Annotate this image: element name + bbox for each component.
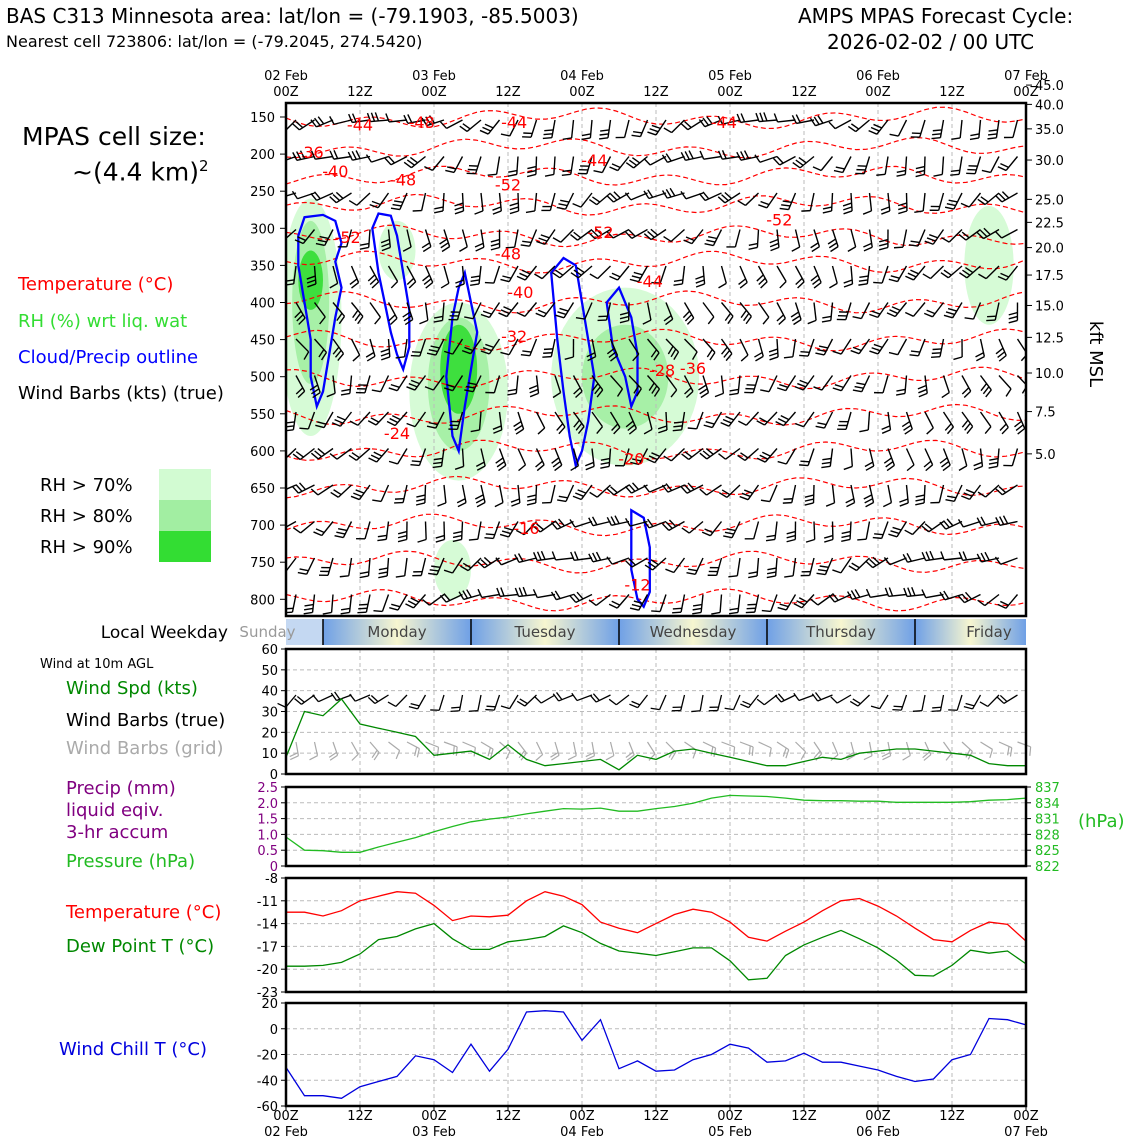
- subtitle-nearest-cell: Nearest cell 723806: lat/lon = (-79.2045, 274.5420): [6, 32, 423, 51]
- wind-barb-feather: [357, 612, 366, 613]
- y-tick-label: -23: [256, 986, 278, 1001]
- y-tick-label: -20: [256, 963, 278, 979]
- top-date-label: 03 Feb: [412, 69, 456, 84]
- wind-barb-feather: [857, 539, 866, 540]
- bottom-hour-label: 00Z: [421, 1109, 447, 1124]
- y-tick-label: 10: [261, 747, 278, 763]
- temperature-contour-label: -48: [408, 113, 435, 133]
- wind-barb-feather: [673, 426, 682, 427]
- wind-barb: [814, 522, 815, 540]
- wind-barb-feather: [800, 461, 809, 462]
- wind-barb-feather: [784, 499, 793, 500]
- bottom-hour-label: 12Z: [347, 1109, 373, 1124]
- bottom-hour-label: 00Z: [717, 1109, 743, 1124]
- y-tick-label: -14: [256, 917, 278, 933]
- bottom-hour-label: 00Z: [569, 1109, 595, 1124]
- precip-label-2: liquid eqiv.: [66, 800, 164, 821]
- top-hour-label: 00Z: [421, 85, 447, 100]
- y-tick-label: 0: [269, 768, 278, 783]
- top-hour-label: 12Z: [791, 85, 817, 100]
- wind-speed-label: Wind Spd (kts): [66, 678, 198, 699]
- top-date-label: 07 Feb: [1004, 69, 1048, 84]
- temperature-contour-label: -52: [494, 175, 522, 195]
- pressure-tick-label: 150: [250, 111, 275, 126]
- wind-barbs-grid-label: Wind Barbs (grid): [66, 738, 224, 759]
- surface-wind-barb-feather: [691, 711, 700, 712]
- wind-barb: [924, 157, 925, 175]
- wind-barb-feather: [911, 351, 920, 352]
- height-tick-label: 5.0: [1035, 447, 1056, 463]
- bottom-date-label: 05 Feb: [708, 1125, 752, 1140]
- wind-barb-feather: [932, 134, 941, 135]
- y-tick-label: 0.5: [257, 844, 278, 860]
- wind-barb-feather: [800, 352, 809, 353]
- y-tick-label: 30: [261, 705, 278, 721]
- temperature-contour-label: -40: [507, 283, 534, 303]
- pressure-right-tick-label: 831: [1035, 812, 1060, 828]
- wind-barb-feather: [672, 612, 681, 613]
- height-tick-label: 45.0: [1035, 79, 1064, 95]
- pressure-tick-label: 300: [250, 222, 275, 238]
- grid-wind-barb-feather: [456, 747, 457, 756]
- wind-barb-feather: [873, 282, 882, 283]
- top-hour-label: 00Z: [865, 85, 891, 100]
- wind-chill-label: Wind Chill T (°C): [59, 1039, 207, 1060]
- surface-wind-barb-feather: [278, 703, 286, 707]
- pressure-tick-label: 800: [250, 593, 275, 609]
- bottom-hour-label: 12Z: [939, 1109, 965, 1124]
- height-tick-label: 7.5: [1035, 405, 1056, 421]
- wind-barb: [518, 193, 519, 211]
- temperature-contour-label: -44: [710, 113, 737, 133]
- wind-barb-feather: [359, 604, 368, 605]
- height-tick-label: 10.0: [1035, 366, 1064, 382]
- temperature-label: Temperature (°C): [66, 902, 222, 923]
- height-axis: [1026, 79, 1064, 463]
- wind-barb-feather: [412, 461, 421, 462]
- wind-barb: [666, 412, 667, 430]
- top-hour-label: 00Z: [273, 85, 299, 100]
- temperature-contour-label: -48: [494, 244, 522, 264]
- y-tick-label: -60: [256, 1100, 278, 1115]
- bottom-hour-label: 12Z: [495, 1109, 521, 1124]
- weekday-strip: [239, 619, 1026, 645]
- y-tick-label: 20: [261, 726, 278, 742]
- wind-barb-feather: [412, 352, 421, 353]
- top-time-axis: [264, 69, 1048, 100]
- wind-barb-feather: [277, 569, 285, 572]
- wind-barb-feather: [801, 211, 810, 212]
- temperature-contour-label: -48: [390, 170, 417, 190]
- bottom-hour-label: 00Z: [865, 1109, 891, 1124]
- y-tick-label: -11: [256, 894, 278, 910]
- top-hour-label: 00Z: [1013, 85, 1039, 100]
- wind-barb-feather: [275, 128, 283, 133]
- temperature-contour-label: -44: [346, 115, 374, 135]
- temperature-contour-label: -52: [334, 228, 361, 248]
- legend-rh: RH (%) wrt liq. wat: [18, 311, 188, 332]
- pressure-tick-label: 700: [250, 519, 275, 535]
- surface-wind-barb-feather: [932, 707, 941, 708]
- grid-wind-barb-feather: [749, 746, 750, 755]
- temperature-panel: [257, 872, 1026, 1001]
- temperature-contour-label: -32: [501, 326, 528, 346]
- wind-chill-panel: [257, 997, 1026, 1115]
- legend-wind: Wind Barbs (kts) (true): [18, 383, 224, 404]
- wind-barb-feather: [874, 534, 883, 535]
- wind-panel: [261, 643, 1030, 783]
- weekday-name: Monday: [367, 623, 427, 641]
- wind-barb-feather: [543, 353, 552, 354]
- cross-section-panel: [250, 79, 1106, 616]
- wind-barb-feather: [673, 608, 682, 609]
- precip-label-3: 3-hr accum: [66, 822, 169, 843]
- y-tick-label: -20: [256, 1048, 278, 1064]
- temperature-contour-label: -44: [501, 113, 528, 133]
- height-tick-label: 35.0: [1035, 122, 1064, 138]
- temperature-contour-label: -24: [383, 424, 411, 444]
- bottom-date-label: 07 Feb: [1004, 1125, 1048, 1140]
- temperature-contour-label: -16: [513, 519, 540, 539]
- wind-barb-feather: [542, 357, 551, 358]
- bottom-hour-label: 12Z: [643, 1109, 669, 1124]
- temperature-contour-label: -52: [766, 210, 793, 230]
- weekday-label: Local Weekday: [100, 623, 228, 643]
- y-tick-label: -17: [256, 940, 278, 956]
- weekday-name: Thursday: [806, 623, 876, 641]
- y-tick-label: 2.5: [257, 781, 278, 796]
- surface-wind-barb-feather: [486, 706, 495, 707]
- pressure-panel: [257, 781, 1060, 875]
- wind-barb-feather: [783, 503, 792, 504]
- temperature-contour-label: -36: [679, 358, 707, 378]
- wind-barb-feather: [340, 576, 349, 577]
- temperature-contour-label: -12: [624, 575, 651, 595]
- wind-barb-feather: [543, 138, 552, 139]
- bottom-date-label: 06 Feb: [856, 1125, 900, 1140]
- y-tick-label: 2.0: [257, 796, 278, 812]
- wind-panel-title: Wind at 10m AGL: [40, 657, 154, 672]
- wind-barb-feather: [799, 355, 808, 356]
- pressure-tick-label: 250: [250, 185, 275, 201]
- cell-size-number: ~(4.4 km): [72, 157, 199, 187]
- surface-wind-barb-feather: [451, 707, 460, 708]
- pressure-tick-label: 450: [250, 333, 275, 349]
- wind-barb-feather: [410, 465, 419, 466]
- wind-barb-feather: [278, 189, 283, 197]
- legend-temperature: Temperature (°C): [18, 274, 174, 295]
- pressure-right-tick-label: 828: [1035, 828, 1060, 844]
- wind-barb-feather: [275, 236, 282, 241]
- top-hour-label: 12Z: [347, 85, 373, 100]
- top-hour-label: 00Z: [569, 85, 595, 100]
- pressure-tick-label: 400: [250, 296, 275, 312]
- wind-barb-feather: [762, 611, 771, 612]
- top-hour-label: 12Z: [643, 85, 669, 100]
- wind-barb: [462, 522, 463, 540]
- bottom-hour-label: 00Z: [1013, 1109, 1039, 1124]
- height-tick-label: 12.5: [1035, 331, 1064, 347]
- wind-barb-feather: [469, 539, 478, 540]
- wind-barb-feather: [562, 170, 571, 171]
- y-tick-label: 1.5: [257, 812, 278, 828]
- wind-barb-feather: [486, 534, 495, 535]
- wind-barb-feather: [933, 349, 942, 350]
- cell-size-exponent: 2: [199, 157, 209, 175]
- wind-barb-feather: [873, 538, 882, 539]
- wind-barb-feather: [484, 538, 493, 539]
- y-tick-label: 0: [269, 860, 278, 875]
- wind-barb: [832, 193, 833, 211]
- surface-wind-barb-feather: [913, 711, 922, 712]
- wind-barb-feather: [275, 456, 283, 461]
- wind-barb-feather: [688, 428, 697, 429]
- wind-barb-feather: [673, 430, 682, 431]
- y-tick-label: -40: [256, 1074, 278, 1090]
- wind-barb-feather: [799, 465, 808, 466]
- title-location: BAS C313 Minnesota area: lat/lon = (-79.1903, -85.5003): [6, 4, 579, 28]
- top-hour-label: 00Z: [717, 85, 743, 100]
- temperature-contour-label: -40: [322, 162, 349, 182]
- height-tick-label: 40.0: [1035, 98, 1064, 114]
- legend-rh90-label: RH > 90%: [40, 537, 133, 558]
- pressure-tick-label: 200: [250, 148, 275, 164]
- temperature-contour-label: -44: [581, 151, 608, 171]
- bottom-date-label: 02 Feb: [264, 1125, 308, 1140]
- height-axis-label: kft MSL: [1085, 320, 1106, 388]
- height-tick-label: 17.5: [1035, 269, 1064, 285]
- y-tick-label: 50: [261, 663, 278, 679]
- wind-barb-feather: [373, 611, 382, 612]
- y-tick-label: 20: [261, 997, 278, 1012]
- height-tick-label: 20.0: [1035, 241, 1064, 257]
- pressure-right-tick-label: 834: [1035, 796, 1060, 812]
- surface-wind-barb-feather: [469, 711, 478, 712]
- temperature-contour-label: -20: [618, 449, 645, 469]
- surface-wind-barb-feather: [892, 710, 901, 711]
- weekday-name: Sunday: [239, 623, 296, 641]
- wind-barb: [536, 157, 537, 175]
- wind-barb-feather: [932, 353, 941, 354]
- panel-background: [286, 787, 1026, 866]
- y-tick-label: 1.0: [257, 828, 278, 844]
- wind-barb-feather: [950, 174, 959, 175]
- pressure-tick-label: 750: [250, 556, 275, 572]
- height-tick-label: 22.5: [1035, 216, 1064, 232]
- surface-wind-barb-feather: [932, 711, 941, 712]
- pressure-right-tick-label: 825: [1035, 844, 1060, 860]
- surface-wind-barb-feather: [451, 711, 460, 712]
- pressure-tick-label: 500: [250, 370, 275, 386]
- top-date-label: 06 Feb: [856, 69, 900, 84]
- pressure-tick-label: 600: [250, 444, 275, 460]
- bottom-hour-label: 12Z: [791, 1109, 817, 1124]
- wind-barb-feather: [894, 247, 903, 248]
- top-hour-label: 12Z: [939, 85, 965, 100]
- wind-barb-feather: [951, 170, 960, 171]
- surface-wind-barb-feather: [894, 706, 903, 707]
- height-tick-label: 15.0: [1035, 299, 1064, 315]
- y-tick-label: 60: [261, 643, 278, 658]
- pressure-tick-label: 350: [250, 259, 275, 275]
- temperature-contour-label: -28: [649, 361, 676, 381]
- bottom-date-label: 04 Feb: [560, 1125, 604, 1140]
- wind-barb-feather: [544, 134, 553, 135]
- wind-barb: [426, 522, 427, 540]
- pressure-unit-label: (hPa): [1078, 811, 1125, 832]
- top-date-label: 05 Feb: [708, 69, 752, 84]
- weekday-name: Friday: [966, 623, 1012, 641]
- wind-barb-feather: [411, 356, 420, 357]
- wind-barb-feather: [876, 174, 885, 175]
- wind-barbs-true-label: Wind Barbs (true): [66, 710, 226, 731]
- pressure-label: Pressure (hPa): [66, 851, 196, 872]
- surface-wind-barb-feather: [485, 710, 494, 711]
- wind-barb: [536, 485, 537, 503]
- weekday-name: Wednesday: [649, 623, 737, 641]
- pressure-axis: [250, 111, 286, 608]
- wind-barb: [425, 485, 426, 503]
- temperature-contour-label: -44: [636, 271, 663, 291]
- bottom-hour-label: 00Z: [273, 1109, 299, 1124]
- legend-rh80-label: RH > 80%: [40, 506, 133, 527]
- grid-wind-barb-feather: [752, 747, 753, 756]
- weekday-name: Tuesday: [514, 623, 576, 641]
- wind-barb-feather: [278, 484, 284, 491]
- y-tick-label: 0: [269, 1022, 278, 1038]
- wind-barb: [463, 193, 464, 211]
- y-tick-label: 40: [261, 684, 278, 700]
- temperature-contour-label: -52: [587, 223, 614, 243]
- wind-barb: [924, 485, 925, 503]
- wind-barb-feather: [544, 130, 553, 131]
- temperature-contour-label: -36: [297, 142, 324, 162]
- wind-barb-feather: [278, 154, 283, 161]
- wind-barb-feather: [651, 611, 660, 612]
- top-hour-label: 12Z: [495, 85, 521, 100]
- cell-size-label: MPAS cell size:: [22, 122, 206, 151]
- wind-barb-feather: [544, 349, 553, 350]
- wind-barb-feather: [910, 355, 919, 356]
- pressure-right-tick-label: 822: [1035, 860, 1060, 875]
- y-tick-label: -8: [265, 872, 278, 887]
- height-tick-label: 30.0: [1035, 154, 1064, 170]
- top-date-label: 04 Feb: [560, 69, 604, 84]
- dewpoint-label: Dew Point T (°C): [66, 936, 215, 957]
- wind-barb-feather: [358, 608, 367, 609]
- height-tick-label: 25.0: [1035, 193, 1064, 209]
- wind-barb-feather: [299, 428, 308, 429]
- grid-wind-barb-feather: [1030, 747, 1031, 756]
- bottom-date-label: 03 Feb: [412, 1125, 456, 1140]
- wind-barb: [850, 522, 851, 540]
- top-date-label: 02 Feb: [264, 69, 308, 84]
- title-forecast-cycle: AMPS MPAS Forecast Cycle:: [798, 4, 1074, 28]
- title-forecast-date: 2026-02-02 / 00 UTC: [827, 30, 1035, 54]
- pressure-right-tick-label: 837: [1035, 781, 1060, 796]
- wind-barb-feather: [931, 138, 940, 139]
- wind-barb-feather: [674, 422, 683, 423]
- wind-barb-feather: [931, 357, 940, 358]
- wind-barb-feather: [485, 283, 494, 284]
- precip-label: Precip (mm): [66, 778, 176, 799]
- pressure-tick-label: 550: [250, 407, 275, 423]
- wind-barb-feather: [933, 130, 942, 131]
- wind-barb-feather: [562, 174, 571, 175]
- bottom-time-axis: [264, 1109, 1048, 1140]
- legend-cloud: Cloud/Precip outline: [18, 347, 199, 368]
- legend-rh70-label: RH > 70%: [40, 475, 133, 496]
- pressure-tick-label: 650: [250, 482, 275, 497]
